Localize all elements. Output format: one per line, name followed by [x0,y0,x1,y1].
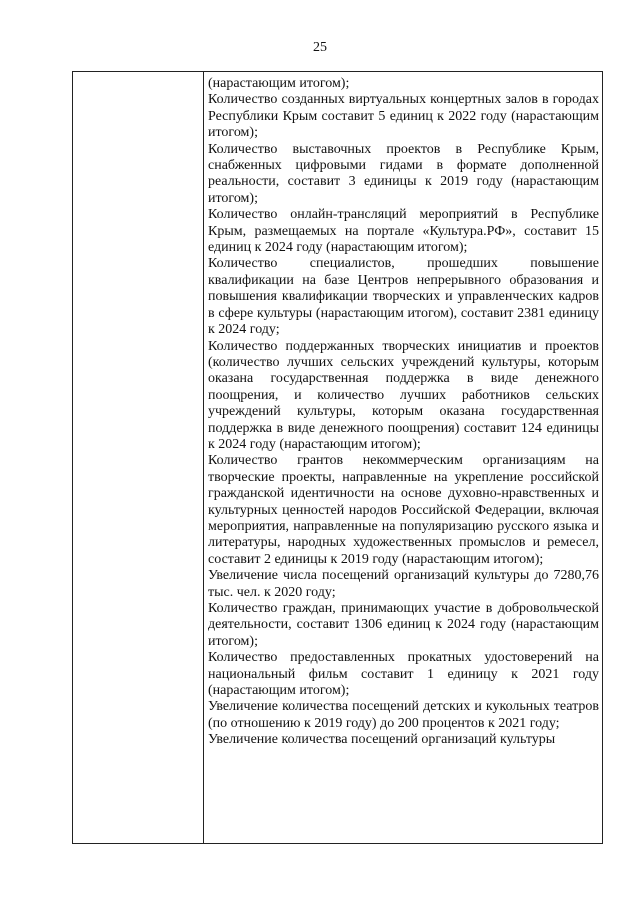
table-paragraph: Количество выставочных проектов в Республике Крым, снабженных цифровыми гидами в формате дополненной реальности, составит 3 единицы к 2019 году (нарастающим итогом); [208,141,599,206]
table-paragraph: Количество специалистов, прошедших повышение квалификации на базе Центров непрерывного образования и повышения квалификации творческих и управленческих кадров в сфере культуры (нарастающим итогом), составит 2381 единицу к 2024 году; [208,256,599,338]
table-paragraph: Количество грантов некоммерческим организациям на творческие проекты, направленные на укрепление российской гражданской идентичности на основе духовно-нравственных и культурных ценностей народов Российской Федерации, включая мероприятия, направленные на популяризацию русского языка и литературы, народных художественных промыслов и ремесел, составит 2 единицы к 2019 году (нарастающим итогом); [208,453,599,567]
table-right-cell [204,72,602,843]
table-paragraph: Количество поддержанных творческих инициатив и проектов (количество лучших сельских учреждений культуры, которым оказана государственная поддержка в виде денежного поощрения, и количество лучших работников сельских учреждений культуры, которым оказана государственная поддержка в виде денежного поощрения) составит 124 единицы к 2024 году (нарастающим итогом); [208,338,599,452]
table-left-cell [73,72,204,843]
table-paragraph: Увеличение количества посещений организаций культуры [208,732,556,748]
table-paragraph: Количество граждан, принимающих участие в добровольческой деятельности, составит 1306 единиц к 2024 году (нарастающим итогом); [208,601,599,649]
table-paragraph: Количество онлайн-трансляций мероприятий в Республике Крым, размещаемых на портале «Культура.РФ», составит 15 единиц к 2024 году (нарастающим итогом); [208,207,599,256]
document-table [72,71,603,844]
table-paragraph: Количество предоставленных прокатных удостоверений на национальный фильм составит 1 единицу к 2021 году (нарастающим итогом); [208,650,599,699]
table-paragraph: Количество созданных виртуальных концертных залов в городах Республики Крым составит 5 единиц к 2022 году (нарастающим итогом); [208,92,599,141]
table-paragraph: Увеличение числа посещений организаций культуры до 7280,76 тыс. чел. к 2020 году; [208,568,599,600]
page-number: 25 [313,40,327,55]
table-paragraph: Увеличение количества посещений детских и кукольных театров (по отношению к 2019 году) до 200 процентов к 2021 году; [208,699,599,731]
table-paragraph: (нарастающим итогом); [208,76,350,91]
